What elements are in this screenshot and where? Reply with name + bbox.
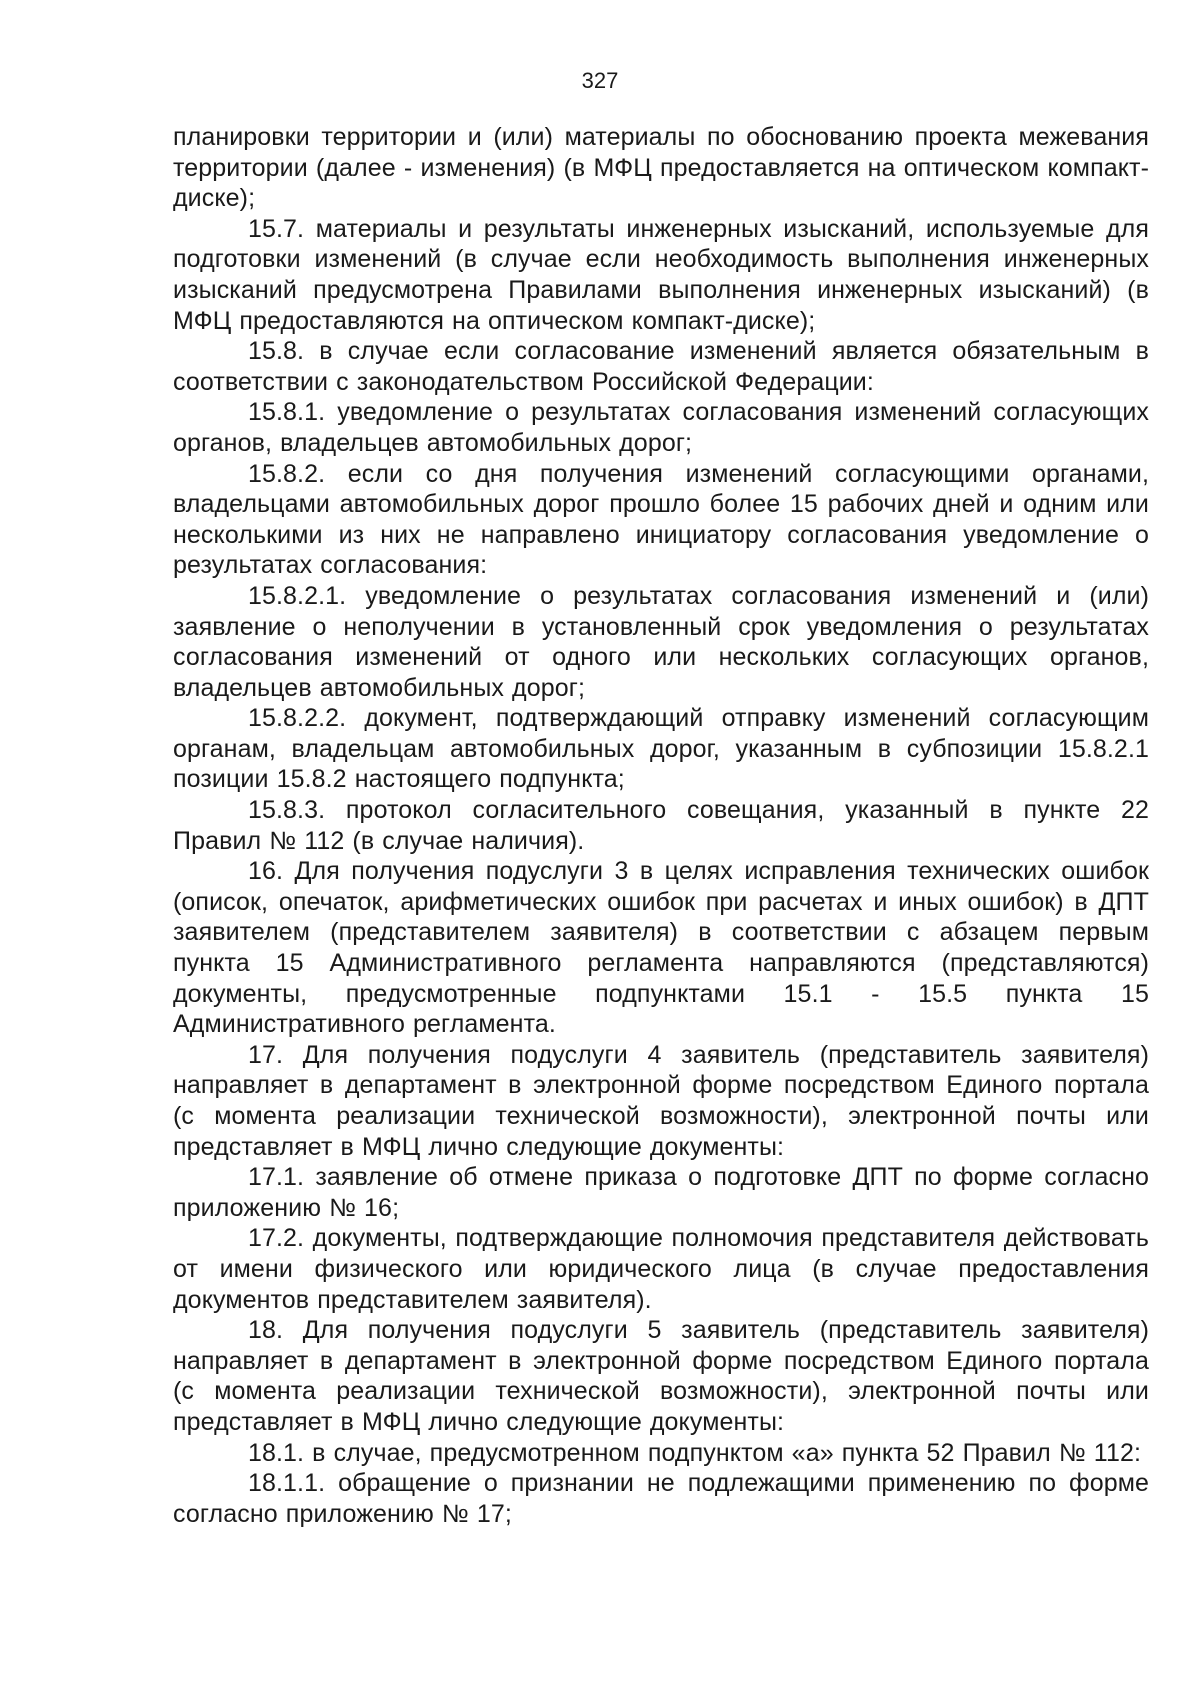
paragraph-15-8-2: 15.8.2. если со дня получения изменений согласующими органами, владельцами автомобильных дорог прошло более 15 рабочих дней и одним или несколькими из них не направлено инициатору согласования уведомление о результатах согласования: [173,459,1149,580]
page-number: 327 [581,68,619,93]
paragraph-18-1-1: 18.1.1. обращение о признании не подлежащими применению по форме согласно приложению № 17; [173,1469,1149,1528]
paragraph-17-1: 17.1. заявление об отмене приказа о подготовке ДПТ по форме согласно приложению № 16; [173,1163,1149,1222]
paragraph-15-8-3: 15.8.3. протокол согласительного совещания, указанный в пункте 22 Правил № 112 (в случае наличия). [173,796,1149,855]
paragraph-15-8-2-1: 15.8.2.1. уведомление о результатах согласования изменений и (или) заявление о неполучении в установленный срок уведомления о результатах согласования изменений от одного или нескольких согласующих органов, владельцев автомобильных дорог; [173,581,1149,702]
paragraph-15-7: 15.7. материалы и результаты инженерных изысканий, используемые для подготовки изменений (в случае если необходимость выполнения инженерных изысканий предусмотрена Правилами выполнения инженерных изысканий) (в МФЦ предоставляются на оптическом компакт-диске); [173,214,1149,335]
paragraph-15-8-1: 15.8.1. уведомление о результатах согласования изменений согласующих органов, владельцев автомобильных дорог; [173,398,1149,457]
document-body [173,122,1149,1529]
paragraph-18-1: 18.1. в случае, предусмотренном подпунктом «а» пункта 52 Правил № 112: [248,1438,1142,1467]
paragraph-16: 16. Для получения подуслуги 3 в целях исправления технических ошибок (описок, опечаток, арифметических ошибок при расчетах и иных ошибок) в ДПТ заявителем (представителем заявителя) в соответствии с абзацем первым пункта 15 Административного регламента направляются (представляются) документы, предусмотренные подпунктами 15.1 - 15.5 пункта 15 Административного регламента. [173,857,1149,1039]
paragraph-15-8: 15.8. в случае если согласование изменений является обязательным в соответствии с законодательством Российской Федерации: [173,337,1149,396]
paragraph-17-2: 17.2. документы, подтверждающие полномочия представителя действовать от имени физического или юридического лица (в случае предоставления документов представителем заявителя). [173,1224,1149,1314]
paragraph-continuation: планировки территории и (или) материалы по обоснованию проекта межевания территории (далее - изменения) (в МФЦ предоставляется на оптическом компакт-диске); [173,123,1149,213]
paragraph-15-8-2-2: 15.8.2.2. документ, подтверждающий отправку изменений согласующим органам, владельцам автомобильных дорог, указанным в субпозиции 15.8.2.1 позиции 15.8.2 настоящего подпункта; [173,704,1149,794]
paragraph-18: 18. Для получения подуслуги 5 заявитель (представитель заявителя) направляет в департамент в электронной форме посредством Единого портала (с момента реализации технической возможности), электронной почты или представляет в МФЦ лично следующие документы: [173,1316,1149,1436]
paragraph-17: 17. Для получения подуслуги 4 заявитель (представитель заявителя) направляет в департамент в электронной форме посредством Единого портала (с момента реализации технической возможности), электронной почты или представляет в МФЦ лично следующие документы: [173,1040,1149,1161]
